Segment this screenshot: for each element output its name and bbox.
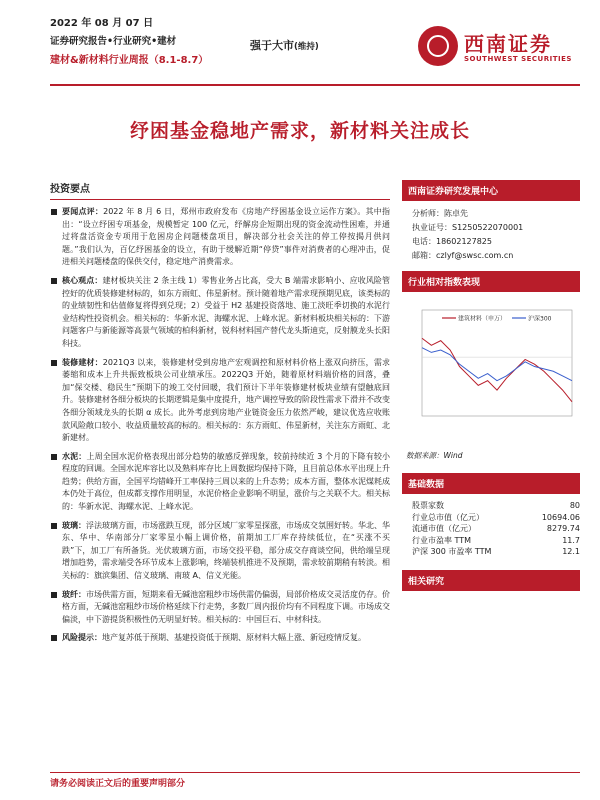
market-data-label: 沪深 300 市盈率 TTM — [412, 547, 492, 556]
related-research-heading: 相关研究 — [402, 570, 580, 591]
market-data-label: 行业市盈率 TTM — [412, 535, 472, 545]
key-points-list — [50, 206, 390, 645]
chart-source: 数据来源：Wind — [406, 451, 463, 460]
footer-divider — [50, 772, 580, 773]
market-data-table — [402, 500, 580, 558]
report-title: 纾困基金稳地产需求，新材料关注成长 — [129, 120, 470, 142]
rating-note: (维持) — [294, 42, 319, 52]
chart-svg — [402, 298, 580, 448]
key-point-paragraph — [50, 520, 390, 583]
rating-text: 强于大市 — [250, 39, 294, 52]
key-point-label: 要闻点评： — [62, 207, 104, 216]
analyst-info — [402, 207, 580, 263]
key-point-label: 玻纤： — [62, 589, 86, 599]
key-point-label: 水泥： — [62, 451, 87, 461]
header-divider — [50, 84, 580, 86]
market-data-row — [412, 546, 580, 558]
chart-frame — [422, 310, 572, 416]
market-data-label: 流通市值（亿元） — [412, 524, 476, 533]
market-data-value: 8279.74 — [546, 524, 580, 533]
market-data-value: 10694.06 — [541, 512, 580, 522]
logo-emblem-icon — [418, 26, 458, 66]
analyst-line: 分析师：陈卓先 — [412, 209, 468, 218]
market-data-label: 股票家数 — [412, 501, 444, 510]
key-point-paragraph — [50, 357, 390, 445]
key-point-text: 浮法玻璃方面，市场涨跌互现，部分区域厂家零星探涨，市场成交氛围好转。华北、华东、华中、华南部分厂家零星小幅上调价格，前期加工厂库存持续低位，在“买涨不买跌”下，加工厂有所备货。光伏玻璃方面，市场交投平稳，部分成交存商谈空间，供给端呈现增加趋势，需求端受各环节成本上涨影响，终端装机推进不及预期，需求较前期稍有转淡。相关标的：旗滨集团、信义玻璃、南玻 A、信义光能。 — [62, 520, 390, 581]
market-data-heading: 基础数据 — [402, 473, 580, 494]
key-point-paragraph — [50, 589, 390, 627]
key-point-label: 装修建材： — [62, 357, 103, 367]
logo-cn-text: 西南证券 — [464, 32, 552, 56]
analyst-line: 电话：18602127825 — [412, 237, 492, 246]
market-data-label: 行业总市值（亿元） — [412, 512, 484, 522]
key-point-paragraph — [50, 206, 390, 269]
market-data-row — [412, 523, 580, 535]
report-header-meta — [50, 14, 208, 66]
report-date: 2022 年 08 月 07 日 — [50, 18, 154, 29]
section-heading: 投资要点 — [50, 180, 390, 200]
chart-series-line — [422, 348, 572, 381]
key-point-paragraph — [50, 632, 390, 645]
industry-rating — [250, 37, 319, 53]
market-data-value: 12.1 — [562, 547, 580, 556]
market-data-value: 11.7 — [562, 535, 580, 545]
key-point-text: 市场供需方面，短期来看无碱池窑粗纱市场供需仍偏弱，局部价格成交灵活度仍存。价格方面，无碱池窑粗纱市场价格延续下行走势，多数厂周内报价均有不同程度下调。市场成交偏淡，中下游提货积极性仍无明显好转。相关标的：中国巨石、中材科技。 — [62, 589, 390, 624]
report-type: 证券研究报告•行业研究•建材 — [50, 36, 177, 47]
key-point-text: 建材板块关注 2 条主线 1）零售业务占比高，受大 B 端需求影响小、应收风险管控好的优质装修建材标的，如东方雨虹、伟星新材。预计随着地产需求现预期见底，该类标的的业绩韧性和估值修复将得到兑现；2）受益于 H2 基建投资落地、施工淡旺季切换的水泥行业结构性投资机会。相关标的：华新水泥、海螺水泥、上峰水泥。新材料板块相关标的：下游问题客户与新能源等高景气领域的柏科新材，锐科材料国产替代龙头斯迪克，反射膜龙头长阳科技。 — [62, 275, 390, 348]
main-column — [50, 180, 390, 651]
key-point-text: 2022 年 8 月 6 日，郑州市政府发布《房地产纾困基金设立运作方案》。其中指出：“设立纾困专项基金，规模暂定 100 亿元，纾解房企短期出现的资金流动性困难，并通过将盘活资金专项用于危困房企问题楼盘项目，解决部分社会关注的停工停按揭月供问题。”我们认为，百亿纾困基金的设立，有助于缓解近期“停贷”事件对消费者的心理冲击，促进相关问题楼盘的保供交付，稳定地产消费需求。 — [62, 207, 390, 267]
market-data-value: 80 — [569, 501, 580, 510]
key-point-label: 风险提示： — [62, 633, 102, 643]
key-point-paragraph — [50, 275, 390, 351]
key-point-label: 核心观点： — [62, 275, 103, 285]
chart-heading: 行业相对指数表现 — [402, 271, 580, 292]
weekly-title: 建材&新材料行业周报（8.1-8.7） — [50, 55, 209, 66]
analyst-line: 执业证号：S1250522070001 — [412, 223, 524, 232]
company-logo — [418, 22, 578, 72]
sidebar — [402, 180, 580, 597]
chart-legend-label: 沪深300 — [528, 315, 552, 323]
market-data-row — [412, 512, 580, 524]
chart-legend-label: 建筑材料（申万） — [458, 315, 507, 323]
key-point-label: 玻璃： — [62, 520, 86, 530]
analyst-line: 邮箱：czlyf@swsc.com.cn — [412, 251, 514, 260]
disclaimer-footer: 请务必阅读正文后的重要声明部分 — [50, 779, 186, 789]
market-data-row — [412, 500, 580, 512]
market-data-row — [412, 535, 580, 547]
research-center-heading: 西南证券研究发展中心 — [402, 180, 580, 201]
key-point-text: 上周全国水泥价格表现出部分趋势的敏感反弹现象，较前持续近 3 个月的下降有较小程度的回调。全国水泥库容比以及熟料库存比上周数据均保持下降，且目前总体水平出现上升趋势；供给方面，全国平均错峰开工率保持三周以来的上升态势；成本方面，整体水泥煤耗成本仍处于高位，但成都支撑作用明显，水泥价格企业影响不明显，涨价与之关联不大。相关标的：华新水泥、海螺水泥、上峰水泥。 — [62, 451, 390, 512]
relative-index-chart — [402, 298, 580, 448]
key-point-text: 地产复苏低于预期、基建投资低于预期、原材料大幅上涨、新冠疫情反复。 — [102, 633, 366, 643]
key-point-text: 2021Q3 以来，装修建材受到房地产宏观调控和原材料价格上涨双向挤压，需求萎缩和成本上升共振致板块公司业绩承压。2022Q3 开始，随着原材料端价格的回落，叠加“保交楼、稳民生”预期下的竣工交付回暖，我们预计下半年装修建材板块业绩有望触底回升。装修建材各细分板块的长期逻辑是集中度提升，地产调控导致的阶段性需求下滑并不改变各细分领域龙头的长期 α 成长。此外考虑到房地产业链资金压力依然严峻，建议优选应收账款风险敞口较小、收益质量较高的标的。相关标的：东方雨虹、伟星新材，关注东方雨虹、北新建材。 — [62, 357, 390, 443]
logo-en-text: SOUTHWEST SECURITIES — [464, 55, 572, 63]
key-point-paragraph — [50, 451, 390, 514]
